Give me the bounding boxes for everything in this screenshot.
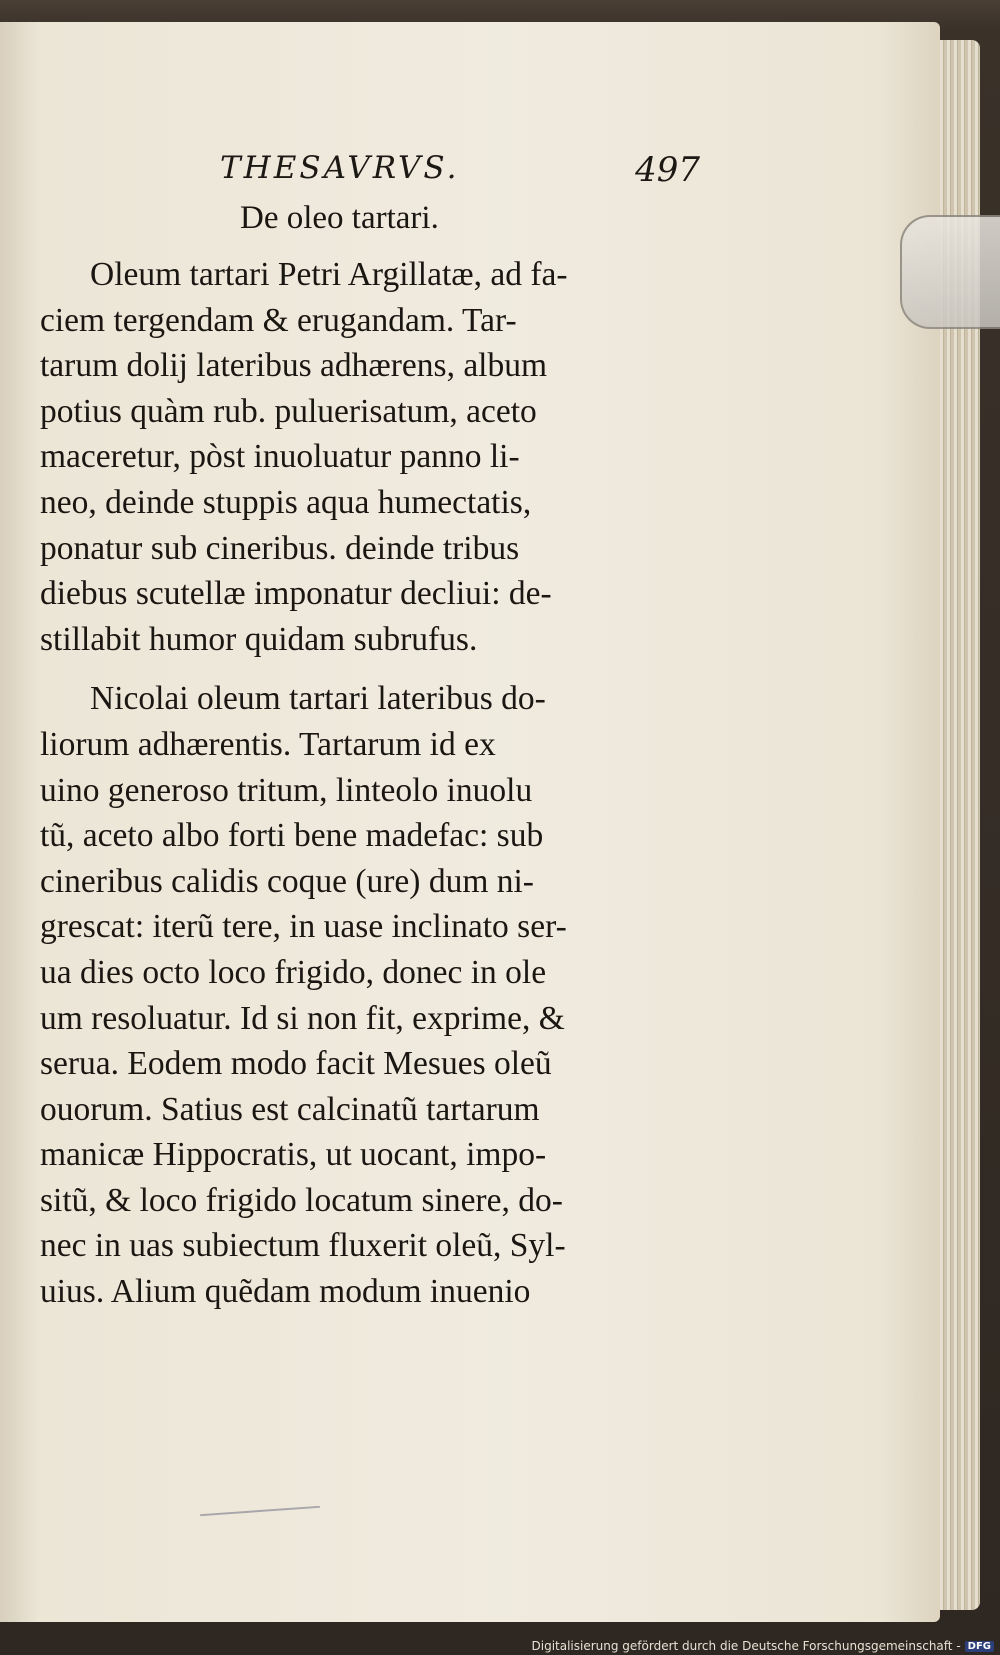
text-line: stillabit humor quidam subrufus.	[40, 620, 478, 658]
text-line: ciem tergendam & erugandam. Tar-	[40, 301, 517, 339]
text-line: grescat: iterũ tere, in uase inclinato ser-	[40, 908, 567, 946]
text-line: ua dies octo loco frigido, donec in ole	[40, 953, 547, 991]
text-line: potius quàm rub. puluerisatum, aceto	[40, 392, 537, 430]
paragraph-1	[40, 252, 705, 662]
text-line: manicæ Hippocratis, ut uocant, impo-	[40, 1136, 547, 1174]
text-line: tũ, aceto albo forti bene madefac: sub	[40, 817, 544, 855]
text-line: ouorum. Satius est calcinatũ tartarum	[40, 1090, 540, 1128]
text-line: cineribus calidis coque (ure) dum ni-	[40, 862, 534, 900]
text-line: nec in uas subiectum fluxerit oleũ, Syl-	[40, 1227, 566, 1265]
page-clip	[900, 215, 1000, 329]
text-line: maceretur, pòst inuoluatur panno li-	[40, 438, 520, 476]
text-line: Nicolai oleum tartari lateribus do-	[90, 680, 546, 718]
text-line: serua. Eodem modo facit Mesues oleũ	[40, 1045, 552, 1083]
body-text	[40, 252, 705, 1315]
section-heading: De oleo tartari.	[240, 200, 439, 236]
text-line: sitũ, & loco frigido locatum sinere, do-	[40, 1181, 563, 1219]
text-line: uino generoso tritum, linteolo inuolu	[40, 771, 533, 809]
text-line: diebus scutellæ imponatur decliui: de-	[40, 575, 552, 613]
text-line: uius. Alium quẽdam modum inuenio	[40, 1273, 531, 1311]
page-number: 497	[635, 150, 700, 190]
text-line: liorum adhærentis. Tartarum id ex	[40, 725, 496, 763]
text-line: um resoluatur. Id si non fit, exprime, &	[40, 999, 565, 1037]
text-line: neo, deinde stuppis aqua humectatis,	[40, 483, 532, 521]
dfg-logo: DFG	[965, 1641, 994, 1652]
digitization-credit	[532, 1639, 995, 1653]
text-line: Oleum tartari Petri Argillatæ, ad fa-	[90, 256, 568, 293]
paragraph-2	[40, 676, 705, 1314]
running-head: THESAVRVS.	[220, 150, 460, 186]
credit-text: Digitalisierung gefördert durch die Deutsche Forschungsgemeinschaft -	[531, 1639, 961, 1653]
text-line: tarum dolij lateribus adhærens, album	[40, 347, 548, 385]
page-header	[220, 150, 700, 200]
text-line: ponatur sub cineribus. deinde tribus	[40, 529, 520, 567]
